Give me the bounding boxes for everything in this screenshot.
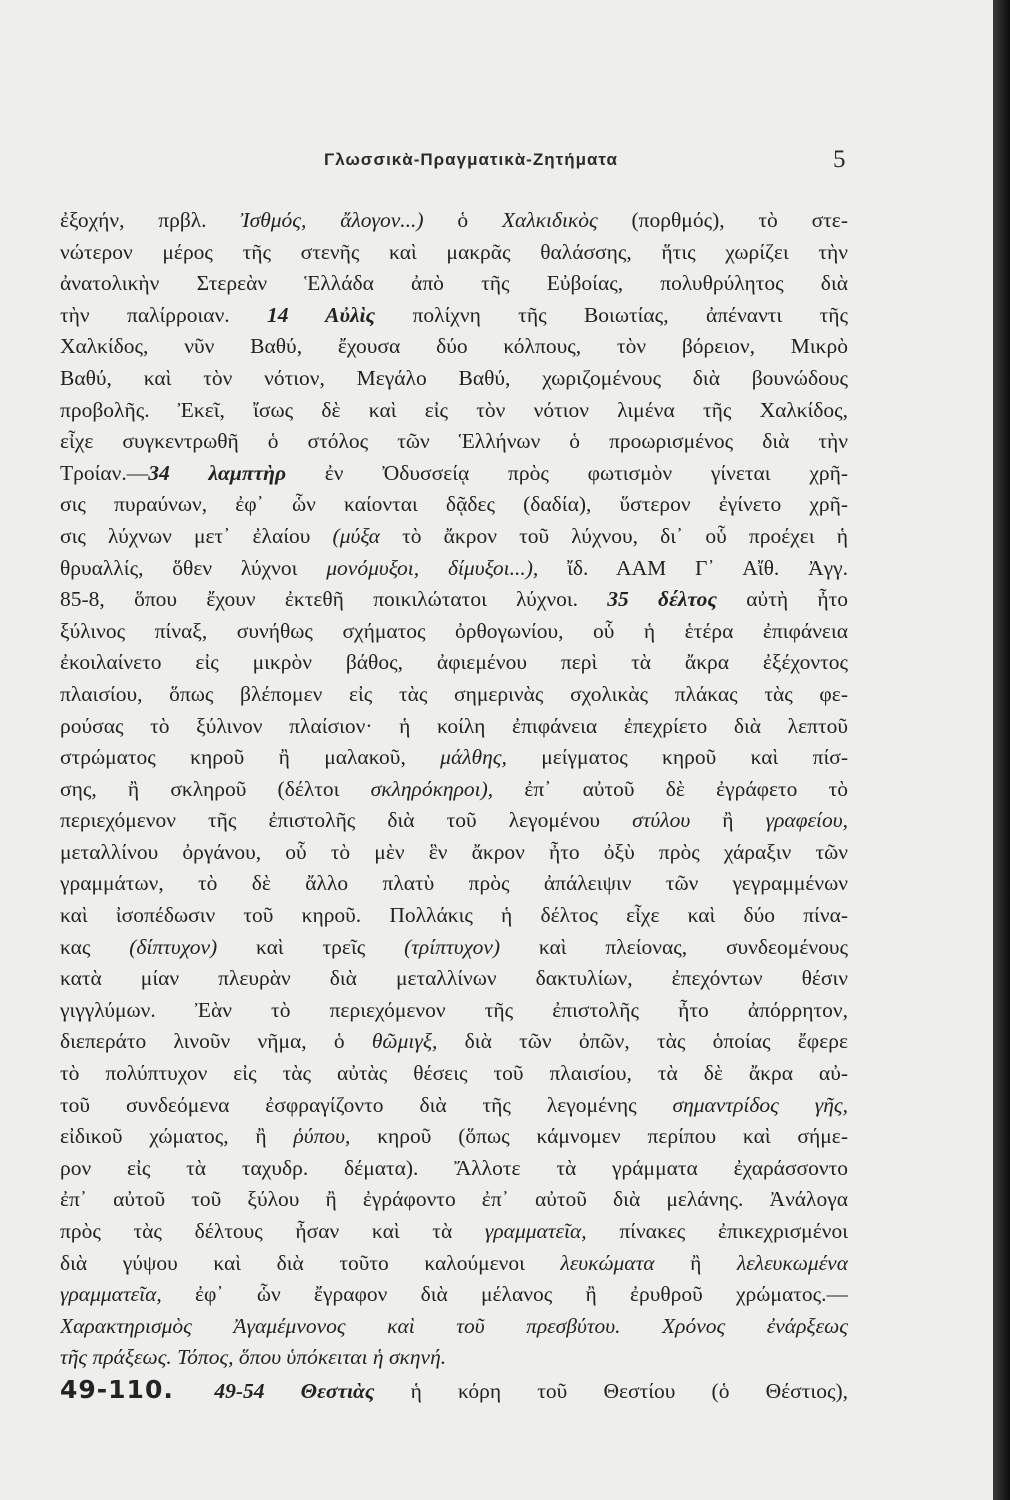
text-segment: (δίπτυχον) [129,934,218,959]
text-line [60,521,848,553]
text-segment: γραμματεῖα, [484,1219,587,1243]
text-line [60,1153,848,1185]
text-segment: εἶχε συγκεντρωθῆ ὁ στόλος τῶν Ἑλλήνων ὁ προωρισμένος διὰ τὴν [60,429,848,454]
text-line [60,1058,848,1090]
text-line [60,805,848,837]
running-title: Γλωσσικὰ-Πραγματικὰ-Ζητήματα [323,150,618,169]
text-segment: (μύξα [332,523,380,548]
text-segment: καὶ τρεῖς [217,934,405,959]
text-line [60,1311,848,1343]
text-line [60,995,848,1027]
text-segment: (πορθμός), τὸ στε- [597,208,848,232]
text-segment: κας [60,934,130,959]
text-segment: ἡ κόρη τοῦ Θεστίου (ὁ Θέστιος), [374,1378,848,1403]
text-segment: τῆς πράξεως. Τόπος, ὅπου ὑπόκειται ἡ σκηνή. [60,1345,447,1370]
body-text [60,205,848,1406]
text-segment: Χαλκίδος, νῦν Βαθύ, ἔχουσα δύο κόλπους, τὸν βόρειον, Μικρὸ [60,334,848,359]
text-line [60,932,848,964]
text-segment: γραμμάτων, τὸ δὲ ἄλλο πλατὺ πρὸς ἀπάλειψιν τῶν γεγραμμένων [60,871,848,896]
scan-edge [993,0,1010,1500]
text-segment: περιεχόμενον τῆς ἐπιστολῆς διὰ τοῦ λεγομένου [60,808,633,833]
text-segment: θῶμιγξ, [371,1029,438,1054]
text-line [60,616,848,648]
text-line [60,1374,848,1406]
text-segment: πλαισίου, ὅπως βλέπομεν εἰς τὰς σημερινὰς σχολικὰς πλάκας τὰς φε- [60,681,848,706]
text-line [60,458,848,490]
text-segment: διὰ γύψου καὶ διὰ τοῦτο καλούμενοι [60,1250,561,1275]
text-segment: γιγγλύμων. Ἐὰν τὸ περιεχόμενον τῆς ἐπιστολῆς ἦτο ἀπόρρητον, [60,997,848,1022]
text-line [60,1184,848,1216]
text-line [60,837,848,869]
text-segment: Ἰσθμός, ἄλογον...) [240,208,424,232]
text-segment: Χαλκιδικὸς [501,208,598,232]
text-line [60,584,848,616]
text-segment: θρυαλλίς, ὅθεν λύχνοι [60,555,327,580]
text-segment: καὶ ἰσοπέδωσιν τοῦ κηροῦ. Πολλάκις ἡ δέλτος εἶχε καὶ δύο πίνα- [60,903,848,928]
text-segment: γραφείου, [765,808,848,833]
text-segment: κατὰ μίαν πλευρὰν διὰ μεταλλίνων δακτυλίων, ἐπεχόντων θέσιν [60,966,848,991]
text-segment: ἴδ. ΑΑΜ Γ᾽ Αἴθ. Ἀγγ. [538,555,848,580]
text-segment: τὸ ἄκρον τοῦ λύχνου, δι᾽ οὗ προέχει ἡ [379,523,848,548]
text-segment: ἐν Ὀδυσσείᾳ πρὸς φωτισμὸν γίνεται χρῆ- [286,460,848,485]
text-segment: μεταλλίνου ὀργάνου, οὗ τὸ μὲν ἓν ἄκρον ἦτο ὀξὺ πρὸς χάραξιν τῶν [60,839,848,864]
text-segment: προβολῆς. Ἐκεῖ, ἴσως δὲ καὶ εἰς τὸν νότιον λιμένα τῆς Χαλκίδος, [60,397,848,422]
text-segment: λελευκωμένα [736,1250,848,1275]
text-line [60,395,848,427]
text-segment: εἰδικοῦ χώματος, ἢ [60,1124,294,1149]
text-segment: μονόμυξοι, δίμυξοι...), [326,555,539,580]
text-segment: ρούσας τὸ ξύλινον πλαίσιον· ἡ κοίλη ἐπιφάνεια ἐπεχρίετο διὰ λεπτοῦ [60,713,848,738]
text-segment: λευκώματα [560,1250,655,1275]
text-segment: σις λύχνων μετ᾽ ἐλαίου [60,523,333,548]
text-segment: καὶ πλείονας, συνδεομένους [500,934,848,959]
text-line [60,711,848,743]
text-line [60,1248,848,1280]
text-segment: πολίχνη τῆς Βοιωτίας, ἀπέναντι τῆς [375,302,848,327]
text-segment: σης, ἢ σκληροῦ (δέλτοι [60,776,371,801]
text-segment: μείγματος κηροῦ καὶ πίσ- [506,745,848,770]
text-segment: (τρίπτυχον) [404,934,501,959]
text-segment: τοῦ συνδεόμενα ἐσφραγίζοντο διὰ τῆς λεγομένης [60,1092,673,1117]
text-line [60,205,848,237]
text-segment: νώτερον μέρος τῆς στενῆς καὶ μακρᾶς θαλάσσης, ἥτις χωρίζει τὴν [60,239,848,264]
text-segment: 49-54 Θεστιὰς [214,1378,375,1403]
text-segment: Βαθύ, καὶ τὸν νότιον, Μεγάλο Βαθύ, χωριζομένους διὰ βουνώδους [60,365,848,390]
text-segment: ρον εἰς τὰ ταχυδρ. δέματα). Ἄλλοτε τὰ γράμματα ἐχαράσσοντο [60,1155,848,1180]
text-segment: διὰ τῶν ὀπῶν, τὰς ὁποίας ἔφερε [437,1029,848,1054]
text-line [60,1216,848,1248]
text-segment: 14 Αὐλὶς [267,302,376,327]
text-line [60,774,848,806]
text-line [60,742,848,774]
text-segment: ἐκοιλαίνετο εἰς μικρὸν βάθος, ἀφιεμένου περὶ τὰ ἄκρα ἐξέχοντος [60,650,848,675]
text-segment: ἢ [690,808,766,833]
running-head [0,146,993,180]
text-line [60,331,848,363]
text-segment: 49-110. [60,1374,215,1404]
text-segment: ξύλινος πίναξ, συνήθως σχήματος ὀρθογωνίου, οὗ ἡ ἑτέρα ἐπιφάνεια [60,618,848,643]
text-line [60,647,848,679]
text-line [60,679,848,711]
text-line [60,300,848,332]
text-segment: κηροῦ (ὅπως κάμνομεν περίπου καὶ σήμε- [350,1124,848,1149]
text-segment: ἐξοχήν, πρβλ. [60,208,241,232]
text-line [60,426,848,458]
text-segment: διεπεράτο λινοῦν νῆμα, ὁ [60,1029,372,1054]
text-segment: γραμματεῖα, [60,1282,162,1307]
text-segment: ῥύπου, [293,1124,351,1149]
text-segment: 85-8, ὅπου ἔχουν ἐκτεθῆ ποικιλώτατοι λύχνοι. [60,587,608,612]
text-line [60,900,848,932]
text-line [60,1090,848,1122]
text-line [60,489,848,521]
text-segment: Χαρακτηρισμὸς Ἀγαμέμνονος καὶ τοῦ πρεσβύτου. Χρόνος ἐνάρξεως [60,1313,848,1338]
text-segment: σις πυραύνων, ἐφ᾽ ὧν καίονται δᾷδες (δαδία), ὕστερον ἐγίνετο χρῆ- [60,492,848,517]
text-segment: ἐπ᾽ αὐτοῦ δὲ ἐγράφετο τὸ [493,776,848,801]
text-segment: πίνακες ἐπικεχρισμένοι [586,1219,848,1243]
text-segment: 35 δέλτος [607,587,718,612]
text-segment: τὴν παλίρροιαν. [60,302,268,327]
text-segment: στύλου [632,808,691,833]
text-segment: ἢ [654,1250,737,1275]
text-segment: μάλθης, [440,745,507,770]
text-segment: ἐφ᾽ ὧν ἔγραφον διὰ μέλανος ἢ ἐρυθροῦ χρώματος.— [161,1282,848,1307]
text-segment: στρώματος κηροῦ ἢ μαλακοῦ, [60,745,441,770]
text-segment: ὁ [423,208,502,232]
text-segment: ἀνατολικὴν Στερεὰν Ἑλλάδα ἀπὸ τῆς Εὐβοίας, πολυθρύλητος διὰ [60,271,848,296]
text-line [60,237,848,269]
text-line [60,1121,848,1153]
text-segment: ἐπ᾽ αὐτοῦ τοῦ ξύλου ἢ ἐγράφοντο ἐπ᾽ αὐτοῦ διὰ μελάνης. Ἀνάλογα [60,1187,848,1212]
text-segment: σκληρόκηροι), [370,776,494,801]
text-segment: τὸ πολύπτυχον εἰς τὰς αὐτὰς θέσεις τοῦ πλαισίου, τὰ δὲ ἄκρα αὐ- [60,1061,848,1086]
text-segment: σημαντρίδος γῆς, [672,1092,848,1117]
text-line [60,553,848,585]
text-segment: 34 λαμπτὴρ [148,460,287,485]
text-line [60,268,848,300]
text-segment: Τροίαν.— [60,460,149,485]
text-line [60,1279,848,1311]
page-number: 5 [833,146,846,173]
text-segment: πρὸς τὰς δέλτους ἦσαν καὶ τὰ [60,1219,485,1243]
text-line [60,1342,848,1374]
text-segment: αὐτὴ ἦτο [717,587,848,612]
text-line [60,868,848,900]
text-line [60,1026,848,1058]
text-line [60,963,848,995]
text-line [60,363,848,395]
